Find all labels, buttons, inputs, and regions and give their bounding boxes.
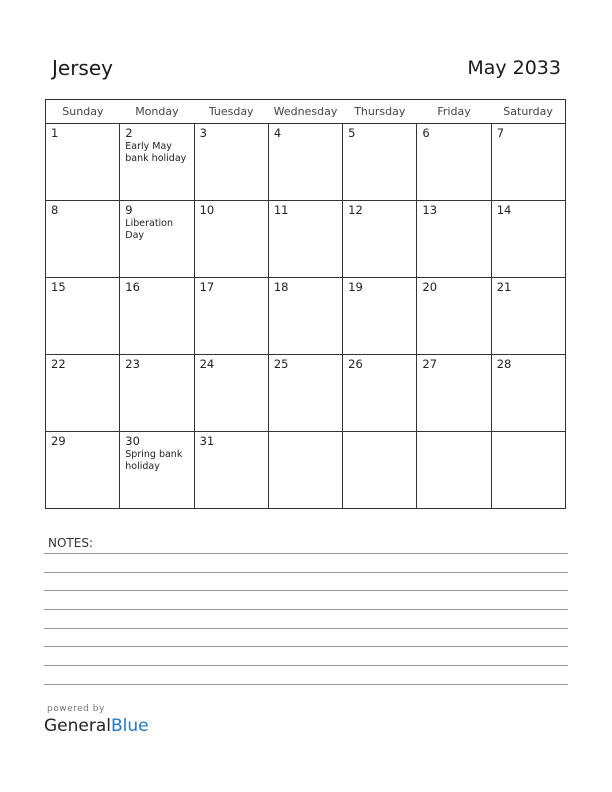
day-cell xyxy=(46,201,120,278)
day-cell xyxy=(120,278,194,355)
day-number: 30 xyxy=(125,434,140,448)
day-cell xyxy=(491,278,565,355)
day-number: 3 xyxy=(199,126,207,140)
day-number: 28 xyxy=(496,357,512,371)
day-number: 4 xyxy=(273,126,282,140)
day-number: 25 xyxy=(273,357,289,371)
weekday-header-row xyxy=(46,100,566,124)
brand-general: General xyxy=(44,716,111,736)
day-cell xyxy=(417,355,491,432)
weekday-monday: Monday xyxy=(120,100,194,124)
day-number: 26 xyxy=(348,357,363,371)
week-row xyxy=(46,201,566,278)
weekday-thursday: Thursday xyxy=(343,100,417,124)
day-cell xyxy=(417,278,491,355)
day-number: 12 xyxy=(348,203,363,217)
day-cell xyxy=(343,355,417,432)
note-line xyxy=(44,553,568,554)
day-number: 15 xyxy=(51,280,66,294)
week-row xyxy=(46,124,566,201)
note-line xyxy=(44,684,568,685)
note-line xyxy=(44,646,568,647)
day-number: 9 xyxy=(125,203,133,217)
day-cell xyxy=(194,432,268,509)
day-number: 2 xyxy=(125,126,133,140)
day-number: 8 xyxy=(51,203,59,217)
day-cell xyxy=(417,124,491,201)
day-number: 23 xyxy=(125,357,140,371)
day-number: 17 xyxy=(199,280,215,294)
day-number: 11 xyxy=(273,203,289,217)
day-cell xyxy=(343,201,417,278)
weekday-wednesday: Wednesday xyxy=(268,100,342,124)
day-cell xyxy=(491,201,565,278)
day-cell xyxy=(194,201,268,278)
holiday-label: Liberation Day xyxy=(125,218,174,241)
day-cell xyxy=(194,278,268,355)
empty-day-cell xyxy=(268,432,342,509)
weekday-saturday: Saturday xyxy=(491,100,565,124)
week-row xyxy=(46,432,566,509)
day-cell xyxy=(120,432,194,509)
weekday-sunday: Sunday xyxy=(46,100,120,124)
calendar-region-title: Jersey xyxy=(52,56,113,80)
day-number: 14 xyxy=(496,203,512,217)
week-row xyxy=(46,355,566,432)
day-cell xyxy=(268,201,342,278)
note-line xyxy=(44,665,568,666)
day-cell xyxy=(268,124,342,201)
day-number: 21 xyxy=(496,280,512,294)
note-line xyxy=(44,609,568,610)
day-number: 24 xyxy=(199,357,215,371)
day-cell xyxy=(417,201,491,278)
notes-label: NOTES: xyxy=(48,536,93,550)
day-number: 31 xyxy=(199,434,215,448)
brand-blue: Blue xyxy=(111,716,149,736)
day-number: 6 xyxy=(422,126,430,140)
empty-day-cell xyxy=(343,432,417,509)
note-line xyxy=(44,628,568,629)
empty-day-cell xyxy=(417,432,491,509)
day-number: 13 xyxy=(422,203,438,217)
day-number: 7 xyxy=(496,126,505,140)
day-cell xyxy=(268,355,342,432)
note-line xyxy=(44,572,568,573)
weekday-friday: Friday xyxy=(417,100,491,124)
weekday-tuesday: Tuesday xyxy=(194,100,268,124)
day-number: 1 xyxy=(51,126,59,140)
empty-day-cell xyxy=(491,432,565,509)
holiday-label: Spring bank holiday xyxy=(125,449,183,472)
day-number: 27 xyxy=(422,357,438,371)
calendar-body xyxy=(46,124,566,509)
day-cell xyxy=(120,201,194,278)
day-cell xyxy=(46,432,120,509)
day-cell xyxy=(491,355,565,432)
holiday-label: Early May bank holiday xyxy=(125,141,187,164)
day-number: 18 xyxy=(273,280,289,294)
day-cell xyxy=(46,355,120,432)
calendar-month-title: May 2033 xyxy=(467,57,561,79)
day-cell xyxy=(46,124,120,201)
day-number: 10 xyxy=(199,203,215,217)
day-cell xyxy=(343,124,417,201)
day-number: 22 xyxy=(51,357,66,371)
day-cell xyxy=(194,355,268,432)
brand-logo xyxy=(44,716,149,736)
day-cell xyxy=(194,124,268,201)
week-row xyxy=(46,278,566,355)
day-number: 5 xyxy=(348,126,356,140)
day-cell xyxy=(120,124,194,201)
day-number: 19 xyxy=(348,280,363,294)
calendar-grid xyxy=(45,99,566,509)
day-cell xyxy=(268,278,342,355)
day-number: 20 xyxy=(422,280,438,294)
day-cell xyxy=(343,278,417,355)
note-line xyxy=(44,590,568,591)
day-cell xyxy=(46,278,120,355)
powered-by-text: powered by xyxy=(47,704,105,714)
day-cell xyxy=(120,355,194,432)
day-number: 29 xyxy=(51,434,66,448)
day-number: 16 xyxy=(125,280,140,294)
day-cell xyxy=(491,124,565,201)
